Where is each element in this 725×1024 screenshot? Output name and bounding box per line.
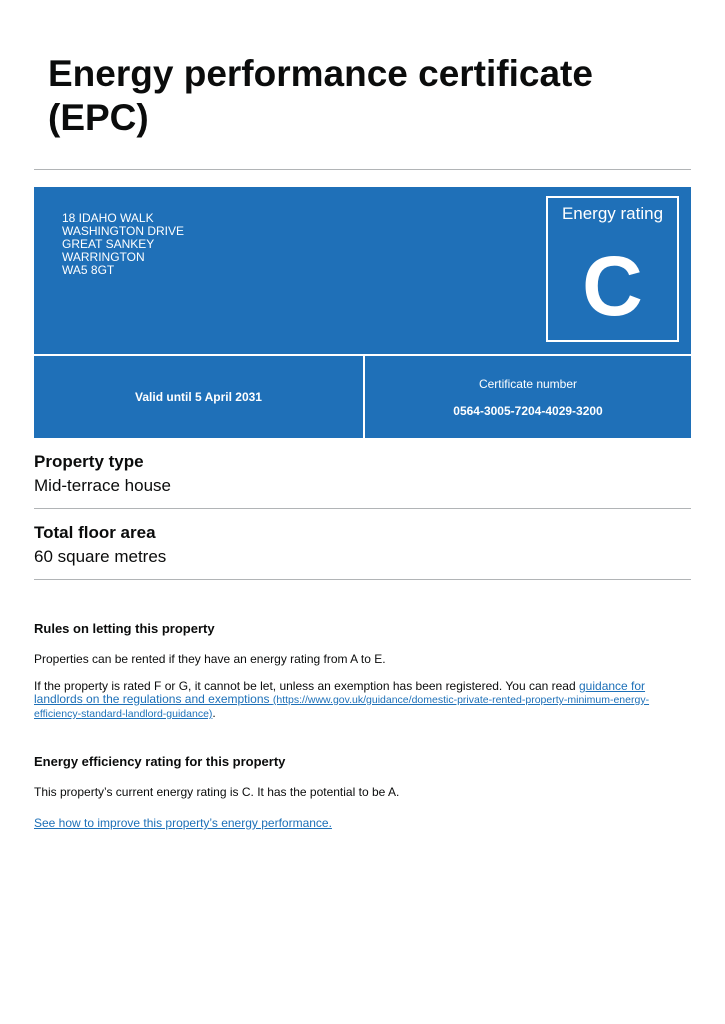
property-type-value: Mid-terrace house bbox=[34, 476, 172, 495]
landlord-guidance-link-text-2: on the regulations and exemptions bbox=[86, 692, 270, 706]
address-line-2: WASHINGTON DRIVE bbox=[62, 224, 185, 238]
address-postcode: WA5 8GT bbox=[62, 263, 115, 277]
property-type-heading: Property type bbox=[34, 452, 144, 471]
address-line-3: GREAT SANKEY bbox=[62, 237, 155, 251]
page-title-line2: (EPC) bbox=[48, 97, 149, 138]
property-type-divider bbox=[34, 508, 691, 509]
valid-until-text: Valid until 5 April 2031 bbox=[135, 390, 262, 404]
certificate-panel bbox=[365, 356, 691, 438]
letting-rules-paragraph-2-end: . bbox=[212, 706, 216, 720]
page-title bbox=[48, 52, 688, 140]
title-divider bbox=[34, 169, 691, 170]
improve-performance-link[interactable]: See how to improve this property’s energy performance. bbox=[34, 816, 332, 830]
efficiency-rating-text: This property’s current energy rating is C. It has the potential to be A. bbox=[34, 785, 400, 799]
letting-rules-heading: Rules on letting this property bbox=[34, 621, 215, 636]
certificate-number: 0564-3005-7204-4029-3200 bbox=[453, 404, 603, 418]
landlord-guidance-url-1: (https://www.gov.uk/guidance/domestic-private-rented-property-minimum-energy-efficiency- bbox=[34, 694, 650, 720]
floor-area-divider bbox=[34, 579, 691, 580]
letting-rules-paragraph-1: Properties can be rented if they have an energy rating from A to E. bbox=[34, 652, 386, 666]
page-title-line1: Energy performance certificate bbox=[48, 53, 593, 94]
address-line-1: 18 IDAHO WALK bbox=[62, 211, 154, 225]
landlord-guidance-url-2: standard-landlord-guidance) bbox=[81, 708, 213, 720]
valid-until-panel bbox=[34, 356, 363, 438]
energy-rating-box bbox=[546, 196, 679, 342]
energy-rating-letter: C bbox=[582, 239, 643, 333]
improve-performance-link-wrap bbox=[34, 817, 694, 830]
floor-area-heading: Total floor area bbox=[34, 523, 156, 542]
floor-area-value: 60 square metres bbox=[34, 547, 167, 566]
landlord-guidance-link-text-1: guidance for landlords bbox=[34, 679, 646, 706]
letting-rules-paragraph-2-text: If the property is rated F or G, it cannot be let, unless an exemption has been registered. You can read bbox=[34, 679, 579, 693]
letting-rules-paragraph-2 bbox=[34, 680, 694, 721]
efficiency-rating-heading: Energy efficiency rating for this property bbox=[34, 754, 286, 769]
certificate-number-label: Certificate number bbox=[478, 377, 578, 391]
address-line-4: WARRINGTON bbox=[62, 250, 145, 264]
energy-rating-label: Energy rating bbox=[561, 204, 664, 223]
address-block bbox=[62, 212, 184, 277]
